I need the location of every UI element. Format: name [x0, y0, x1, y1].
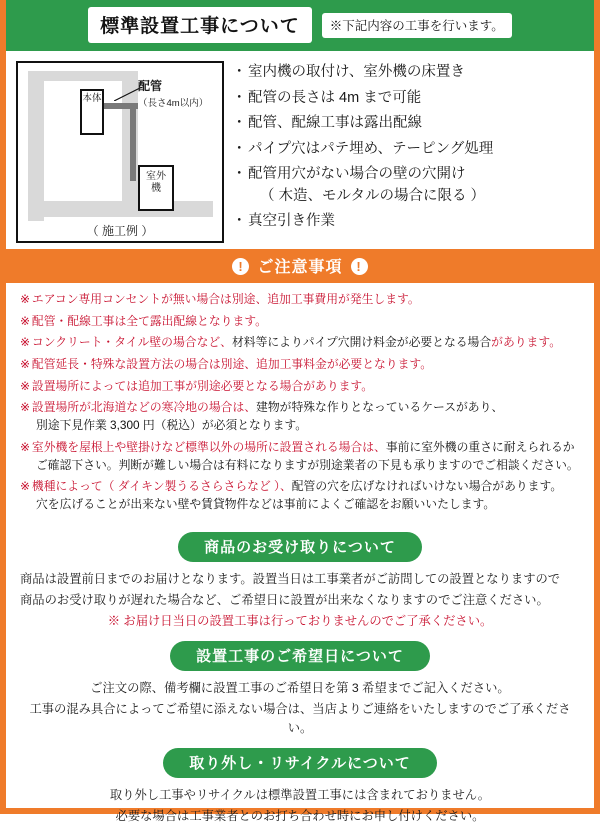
- caution-banner: [6, 249, 594, 283]
- pipe-label: 配管: [138, 79, 163, 93]
- indoor-unit-text: 本体: [82, 93, 102, 104]
- service-bullet-list: [234, 61, 586, 243]
- page-title: 標準設置工事について: [88, 7, 312, 43]
- note-continuation: [20, 457, 580, 475]
- note-continuation: [20, 496, 580, 514]
- caution-note: [20, 356, 580, 374]
- section-heading: 設置工事のご希望日について: [170, 641, 430, 671]
- note-mark: ※: [20, 400, 30, 415]
- service-bullet-item: ・ 真空引き作業: [234, 212, 586, 231]
- section-heading: 商品のお受け取りについて: [178, 532, 422, 562]
- note-mark: ※: [20, 479, 30, 494]
- note-mark: ※: [20, 439, 30, 454]
- caution-note: [20, 291, 580, 309]
- section-line: 商品のお受け取りが遅れた場合など、ご希望日に設置が出来なくなりますのでご注意ください。: [20, 592, 549, 607]
- note-text: 穴を広げることが出来ない壁や賃貸物件などは事前によくご確認をお願いいたします。: [36, 496, 496, 511]
- note-mark: ※: [20, 313, 30, 328]
- hero-section: [6, 51, 594, 249]
- note-text: があります。: [491, 335, 561, 350]
- installation-diagram: [16, 61, 224, 243]
- info-sections: [6, 532, 594, 826]
- floor-block: [28, 201, 213, 217]
- note-text: 機種によって（ ダイキン製うるさらさらなど ）、: [31, 479, 292, 494]
- note-text: ご確認下さい。判断が難しい場合は有料になりますが別途業者の下見も承りますのでご相談ください。: [36, 457, 579, 472]
- note-text: エアコン専用コンセントが無い場合は別途、追加工事費用が発生します。: [31, 292, 420, 306]
- note-text: コンクリート・タイル壁の場合など、: [31, 335, 232, 350]
- note-mark: ※: [20, 357, 30, 372]
- exclamation-icon-right: !: [351, 258, 368, 275]
- section-line: 必要な場合は工事業者とのお打ち合わせ時にお申し付けください。: [115, 808, 485, 823]
- service-bullet-item: ・ 室内機の取付け、室外機の床置き: [234, 63, 586, 82]
- section-heading: 取り外し・リサイクルについて: [163, 748, 437, 778]
- section-line: 工事の混み具合によってご希望に添えない場合は、当店よりご連絡をいたしますのでご了承ください。: [29, 701, 571, 735]
- caution-note: [20, 439, 580, 474]
- section-line: 取り外し工事やリサイクルは標準設置工事には含まれておりません。: [109, 787, 491, 802]
- note-text: 室外機を屋根上や壁掛けなど標準以外の場所に設置される場合は、: [31, 439, 386, 454]
- page-subtitle: ※下記内容の工事を行います。: [322, 13, 512, 38]
- pipe-length-label: （長さ4m以内）: [138, 98, 209, 109]
- outdoor-unit-text-1: 室外: [146, 171, 166, 182]
- diagram-caption: （ 施工例 ）: [86, 224, 154, 238]
- caution-note: [20, 378, 580, 396]
- note-text: 配管延長・特殊な設置方法の場合は別途、追加工事料金が必要となります。: [31, 357, 433, 372]
- caution-title: ご注意事項: [257, 259, 343, 276]
- note-continuation: [20, 417, 580, 435]
- note-mark: ※: [20, 378, 30, 393]
- caution-note: [20, 334, 580, 352]
- caution-notes: [6, 283, 594, 522]
- note-text: 別途下見作業 3,300 円（税込）が必須となります。: [36, 418, 308, 433]
- left-wall-block: [28, 71, 44, 221]
- service-bullet-item: ・ 配管用穴がない場合の壁の穴開け: [234, 165, 586, 184]
- service-bullet-item: ・ 配管、配線工事は露出配線: [234, 114, 586, 133]
- service-bullet-subitem: （ 木造、モルタルの場合に限る ）: [260, 187, 485, 204]
- caution-note: [20, 313, 580, 331]
- note-mark: ※: [20, 335, 30, 350]
- indoor-unit-label: [80, 89, 104, 135]
- note-text: 設置場所によっては追加工事が別途必要となる場合があります。: [31, 378, 374, 393]
- section-line: ※ お届け日当日の設置工事は行っておりませんのでご了承ください。: [107, 613, 493, 628]
- pipe-vertical: [130, 103, 136, 181]
- note-text: 建物が特殊な作りとなっているケースがあり、: [256, 400, 504, 415]
- note-text: 設置場所が北海道などの寒冷地の場合は、: [31, 400, 257, 415]
- outdoor-unit-text-2: 機: [151, 182, 161, 194]
- note-text: 配管の穴を広げなければいけない場合があります。: [291, 479, 563, 494]
- caution-note: [20, 478, 580, 513]
- note-text: 材料等によりパイプ穴開け料金が必要となる場合: [231, 335, 492, 350]
- note-text: 配管・配線工事は全て露出配線となります。: [31, 313, 267, 328]
- section-line: ご注文の際、備考欄に設置工事のご希望日を第 3 希望までご記入ください。: [90, 680, 510, 695]
- note-mark: ※: [20, 292, 30, 306]
- section-line: 商品は設置前日までのお届けとなります。設置当日は工事業者がご訪問しての設置となりますので: [20, 571, 561, 586]
- exclamation-icon-left: !: [232, 258, 249, 275]
- section-body: [6, 679, 594, 738]
- note-text: 事前に室外機の重さに耐えられるか: [385, 439, 575, 454]
- outdoor-unit-label: [138, 165, 174, 211]
- service-bullet-item: ・ パイプ穴はパテ埋め、テーピング処理: [234, 140, 586, 159]
- page-header: [6, 0, 594, 51]
- section-body: [6, 570, 594, 631]
- service-bullet-item: ・ 配管の長さは 4m まで可能: [234, 89, 586, 108]
- section-body: [6, 786, 594, 826]
- caution-note: [20, 399, 580, 434]
